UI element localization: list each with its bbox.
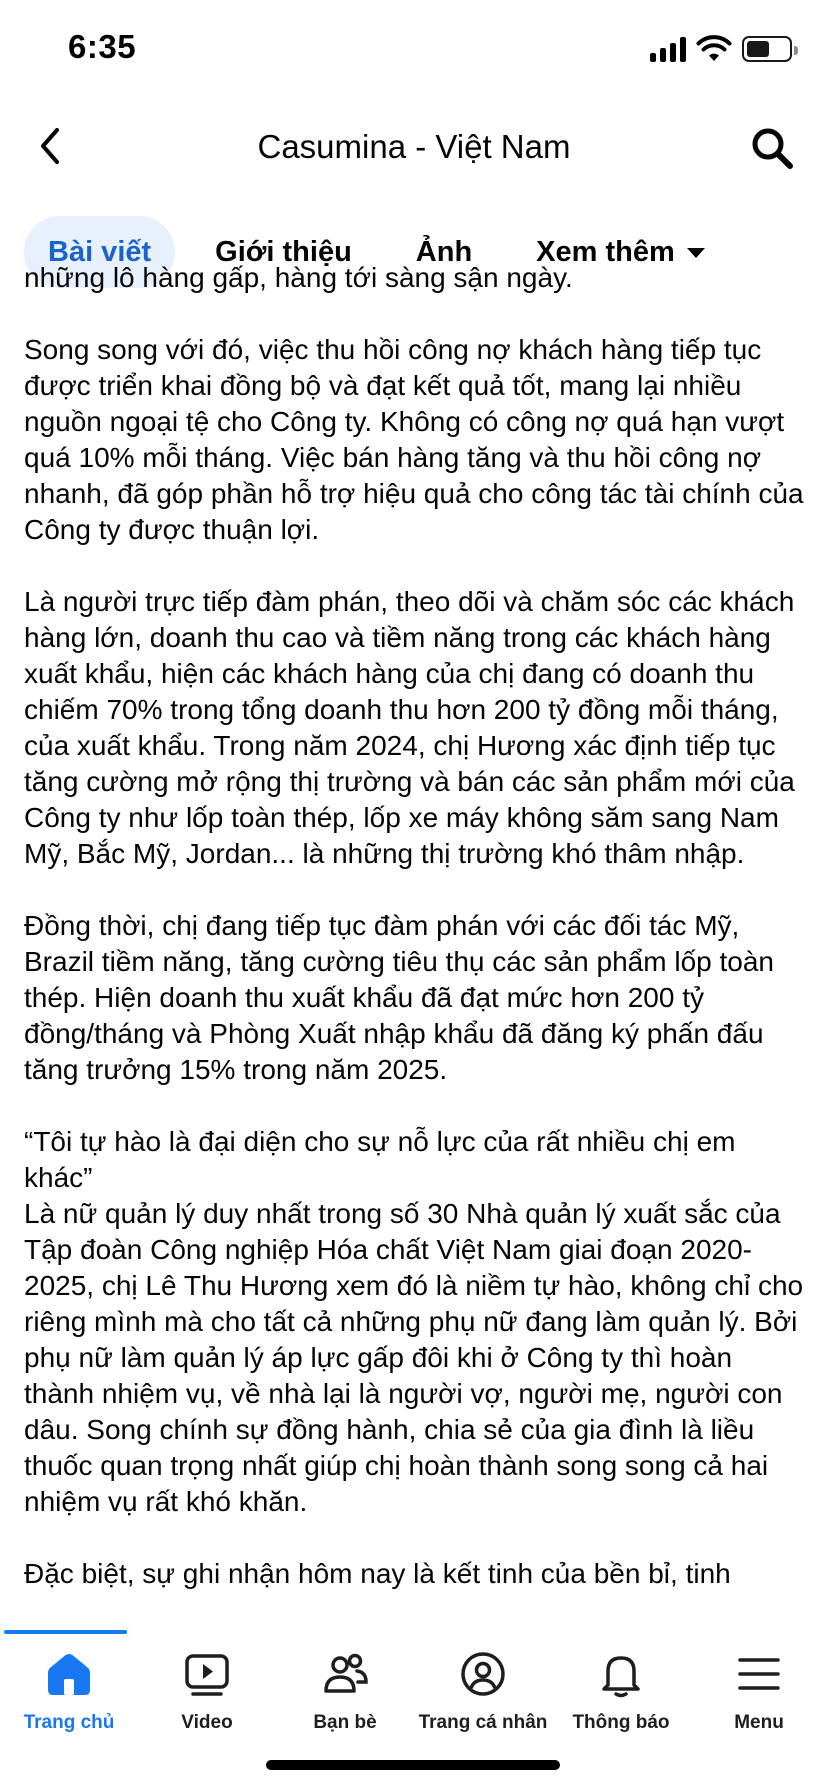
tab-label: Bài viết [48,235,152,268]
article-paragraph: “Tôi tự hào là đại diện cho sự nỗ lực của rất nhiều chị em khác” [24,1126,736,1193]
search-button[interactable] [742,118,802,178]
nav-label: Menu [734,1712,784,1733]
tab-label: Xem thêm [536,235,675,268]
tab-label: Ảnh [415,235,473,268]
battery-level [747,41,769,57]
post-content[interactable] [0,262,828,1632]
nav-friends[interactable] [276,1646,414,1734]
menu-icon [731,1646,787,1702]
article-paragraph: Là người trực tiếp đàm phán, theo dõi và chăm sóc các khách hàng lớn, doanh thu cao và tiềm năng trong các khách hàng xuất khẩu, hiện các khách hàng của chị đang có doanh thu chiếm 70% trong tổng doanh thu hơn 200 tỷ đồng mỗi tháng, của xuất khẩu. Trong năm 2024, chị Hương xác định tiếp tục tăng cường mở rộng thị trường và bán các sản phẩm mới của Công ty như lốp toàn thép, lốp xe máy không săm sang Nam Mỹ, Bắc Mỹ, Jordan... là những thị trường khó thâm nhập. [24,586,795,869]
article-paragraph: Là nữ quản lý duy nhất trong số 30 Nhà quản lý xuất sắc của Tập đoàn Công nghiệp Hóa chất Việt Nam giai đoạn 2020-2025, chị Lê Thu Hương xem đó là niềm tự hào, không chỉ cho riêng mình mà cho tất cả những phụ nữ đang làm quản lý. Bởi phụ nữ làm quản lý áp lực gấp đôi khi ở Công ty thì hoàn thành nhiệm vụ, về nhà lại là người vợ, người mẹ, người con dâu. Song chính sự đồng hành, chia sẻ của gia đình là liều thuốc quan trọng nhất giúp chị hoàn thành song song cả hai nhiệm vụ rất khó khăn. [24,1198,804,1517]
battery-icon [742,36,792,62]
nav-home[interactable] [0,1646,138,1734]
status-icons [650,32,792,66]
status-bar [0,0,828,96]
tab-label: Giới thiệu [215,235,352,268]
nav-notifications[interactable] [552,1646,690,1734]
status-time: 6:35 [68,28,137,65]
search-icon [750,126,794,170]
friends-icon [317,1646,373,1702]
caret-down-icon [687,248,705,258]
page-header [0,100,828,196]
bell-icon [593,1646,649,1702]
article-paragraph: Song song với đó, việc thu hồi công nợ khách hàng tiếp tục được triển khai đồng bộ và đạt kết quả tốt, mang lại nhiều nguồn ngoại tệ cho Công ty. Không có công nợ quá hạn vượt quá 10% mỗi tháng. Việc bán hàng tăng và thu hồi công nợ nhanh, đã góp phần hỗ trợ hiệu quả cho công tác tài chính của Công ty được thuận lợi. [24,334,804,545]
nav-label: Video [181,1712,233,1733]
nav-label: Trang cá nhân [418,1712,548,1733]
article-paragraph: Đồng thời, chị đang tiếp tục đàm phán với các đối tác Mỹ, Brazil tiềm năng, tăng cường tiêu thụ các sản phẩm lốp toàn thép. Hiện doanh thu xuất khẩu đã đạt mức hơn 200 tỷ đồng/tháng và Phòng Xuất nhập khẩu đã đăng ký phấn đấu tăng trưởng 15% trong năm 2025. [24,910,774,1085]
article-paragraph: Đặc biệt, sự ghi nhận hôm nay là kết tinh của bền bỉ, tinh [24,1558,731,1589]
nav-video[interactable] [138,1646,276,1734]
article-paragraph: những lô hàng gấp, hàng tới sàng sận ngày. [24,262,573,293]
nav-label: Trang chủ [23,1712,115,1733]
nav-label: Bạn bè [313,1712,377,1733]
nav-menu[interactable] [690,1646,828,1734]
article-text [24,260,809,1628]
video-icon [179,1646,235,1702]
nav-profile[interactable] [414,1646,552,1734]
profile-icon [455,1646,511,1702]
wifi-icon [696,35,732,63]
home-indicator[interactable] [266,1760,560,1770]
cellular-signal-icon [650,36,686,62]
page-title: Casumina - Việt Nam [257,128,571,165]
home-icon [41,1646,97,1702]
nav-label: Thông báo [572,1712,670,1733]
